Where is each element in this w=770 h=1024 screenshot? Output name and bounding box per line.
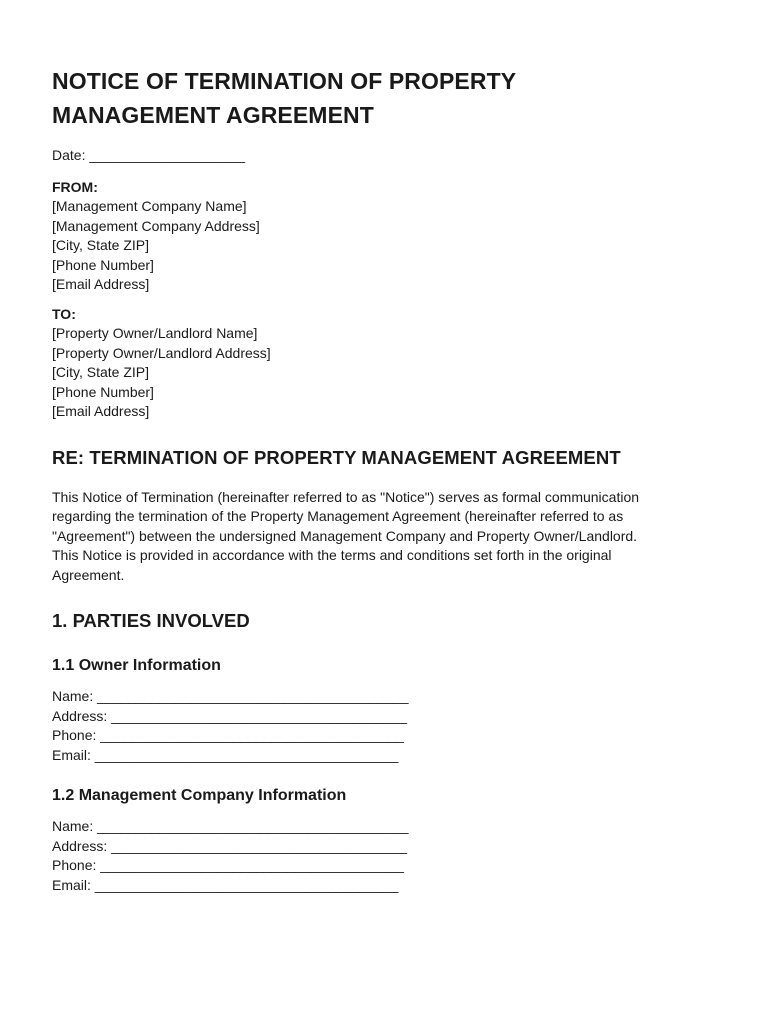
from-label: FROM: bbox=[52, 178, 98, 195]
document-title bbox=[52, 64, 732, 132]
re-heading: RE: TERMINATION OF PROPERTY MANAGEMENT AGREEMENT bbox=[52, 446, 621, 468]
to-owner-address: [Property Owner/Landlord Address] bbox=[52, 344, 271, 361]
intro-line-2: regarding the termination of the Property Management Agreement (hereinafter referred to as bbox=[52, 508, 624, 524]
management-name-field: Name: ________________________________________ bbox=[52, 818, 409, 834]
from-company-address: [Management Company Address] bbox=[52, 217, 260, 234]
from-city-state-zip: [City, State ZIP] bbox=[52, 237, 149, 253]
owner-phone-field: Phone: _______________________________________ bbox=[52, 727, 404, 743]
to-block bbox=[52, 305, 732, 422]
to-owner-name: [Property Owner/Landlord Name] bbox=[52, 325, 258, 341]
intro-line-1: This Notice of Termination (hereinafter referred to as "Notice") serves as formal communication bbox=[52, 488, 640, 505]
management-info-heading: 1.2 Management Company Information bbox=[52, 787, 347, 804]
owner-name-field: Name: ________________________________________ bbox=[52, 688, 409, 704]
owner-info-fields bbox=[52, 687, 732, 765]
from-company-name: [Management Company Name] bbox=[52, 198, 247, 214]
document-title-line-2: MANAGEMENT AGREEMENT bbox=[52, 102, 374, 128]
intro-line-4: This Notice is provided in accordance with the terms and conditions set forth in the original bbox=[52, 547, 612, 563]
management-phone-field: Phone: _______________________________________ bbox=[52, 857, 404, 873]
section-parties-heading: 1. PARTIES INVOLVED bbox=[52, 610, 250, 631]
owner-address-field: Address: ______________________________________ bbox=[52, 707, 408, 724]
to-city-state-zip: [City, State ZIP] bbox=[52, 364, 149, 380]
management-address-field: Address: ______________________________________ bbox=[52, 837, 408, 854]
to-label: TO: bbox=[52, 305, 76, 322]
from-block bbox=[52, 178, 732, 295]
intro-paragraph bbox=[52, 488, 712, 586]
document-title-line-1: NOTICE OF TERMINATION OF PROPERTY bbox=[52, 68, 517, 94]
to-phone: [Phone Number] bbox=[52, 383, 154, 400]
date-line: Date: ____________________ bbox=[52, 147, 246, 163]
to-email: [Email Address] bbox=[52, 403, 150, 419]
intro-line-3: "Agreement") between the undersigned Management Company and Property Owner/Landlord. bbox=[52, 527, 638, 544]
owner-email-field: Email: _______________________________________ bbox=[52, 746, 399, 763]
owner-info-heading: 1.1 Owner Information bbox=[52, 657, 221, 674]
document-page bbox=[52, 64, 732, 895]
from-email: [Email Address] bbox=[52, 276, 150, 292]
from-phone: [Phone Number] bbox=[52, 256, 154, 273]
intro-line-5: Agreement. bbox=[52, 566, 125, 583]
management-email-field: Email: _______________________________________ bbox=[52, 876, 399, 893]
management-info-fields bbox=[52, 817, 732, 895]
